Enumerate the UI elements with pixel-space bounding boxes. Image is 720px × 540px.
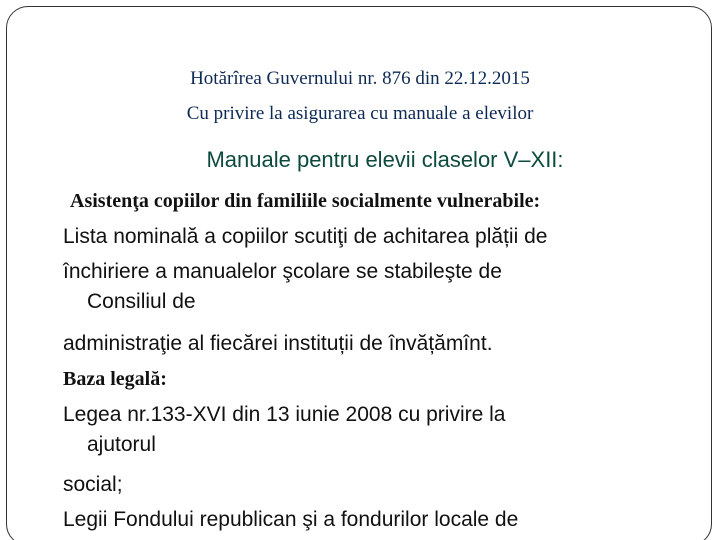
legal-heading: Baza legală: [63,368,167,390]
subtitle: Manuale pentru elevii claselor V–XII: [206,147,564,172]
section-heading: Asistenţa copiilor din familiile socialmente vulnerabile: [70,190,541,212]
title-line-1: Hotărîrea Guvernului nr. 876 din 22.12.2015 [190,68,530,89]
body-line-1: Lista nominală a copiilor scutiţi de achitarea plății de [63,225,548,248]
legal-line-1: Legea nr.133-XVI din 13 iunie 2008 cu privire la [63,403,506,426]
legal-line-3: social; [63,473,123,496]
legal-line-2: ajutorul [87,433,156,456]
body-line-2: închiriere a manualelor şcolare se stabileşte de [63,260,502,283]
title-line-2: Cu privire la asigurarea cu manuale a elevilor [186,103,534,124]
body-line-3: Consiliul de [87,290,196,313]
legal-line-4: Legii Fondului republican şi a fondurilor locale de [63,508,519,531]
body-line-4: administraţie al fiecărei instituții de învățămînt. [63,332,493,355]
